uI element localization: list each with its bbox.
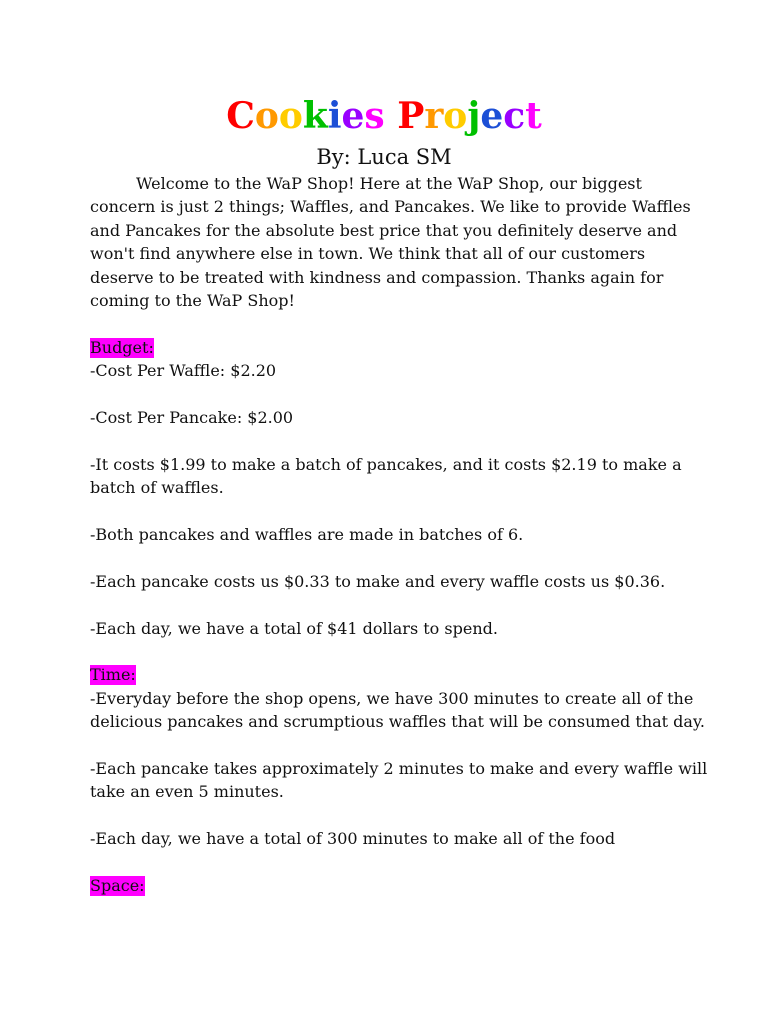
intro-line: and Pancakes for the absolute best price that you definitely deserve and (90, 220, 678, 240)
budget-item-continued: batch of waffles. (90, 478, 224, 498)
title-letter: k (302, 95, 328, 137)
title-letter: s (364, 95, 385, 137)
budget-item: -It costs $1.99 to make a batch of pancakes, and it costs $2.19 to make a (90, 454, 682, 474)
budget-item: -Cost Per Waffle: $2.20 (90, 361, 277, 381)
budget-section (90, 336, 690, 640)
title-letter: c (503, 95, 526, 137)
title-letter: i (327, 95, 342, 137)
title-letter: j (467, 95, 481, 137)
space-section (90, 874, 690, 897)
time-heading: Time: (90, 665, 136, 685)
budget-heading: Budget: (90, 337, 154, 357)
title-letter: P (397, 95, 425, 137)
title-letter (385, 95, 398, 137)
time-item-continued: take an even 5 minutes. (90, 782, 284, 802)
document-body (90, 172, 708, 897)
intro-line: coming to the WaP Shop! (90, 291, 295, 311)
author-byline: By: Luca SM (316, 145, 452, 169)
time-item: -Each pancake takes approximately 2 minutes to make and every waffle will (90, 759, 708, 779)
intro-paragraph (90, 172, 690, 312)
budget-item: -Each day, we have a total of $41 dollars to spend. (90, 618, 498, 638)
intro-line: Welcome to the WaP Shop! Here at the WaP Shop, our biggest (136, 174, 642, 193)
time-item-continued: delicious pancakes and scrumptious waffles that will be consumed that day. (90, 712, 705, 732)
budget-item: -Each pancake costs us $0.33 to make and every waffle costs us $0.36. (90, 571, 666, 591)
intro-line: won't find anywhere else in town. We think that all of our customers (90, 244, 646, 264)
intro-line: concern is just 2 things; Waffles, and Pancakes. We like to provide Waffles (90, 197, 691, 217)
page-title (0, 92, 768, 140)
time-item: -Each day, we have a total of 300 minutes to make all of the food (90, 829, 616, 849)
title-letter: e (341, 95, 365, 137)
budget-item: -Cost Per Pancake: $2.00 (90, 408, 294, 428)
budget-item: -Both pancakes and waffles are made in batches of 6. (90, 525, 524, 545)
intro-line: deserve to be treated with kindness and compassion. Thanks again for (90, 267, 664, 287)
title-letter: o (278, 95, 303, 137)
space-heading: Space: (90, 876, 145, 896)
time-item: -Everyday before the shop opens, we have 300 minutes to create all of the (90, 688, 694, 708)
title-letter: o (254, 95, 279, 137)
title-letter: C (226, 95, 255, 137)
title-letter: e (480, 95, 504, 137)
title-letter: o (443, 95, 468, 137)
title-letter: t (525, 95, 542, 137)
time-section (90, 663, 708, 850)
title-letter: r (424, 95, 444, 137)
